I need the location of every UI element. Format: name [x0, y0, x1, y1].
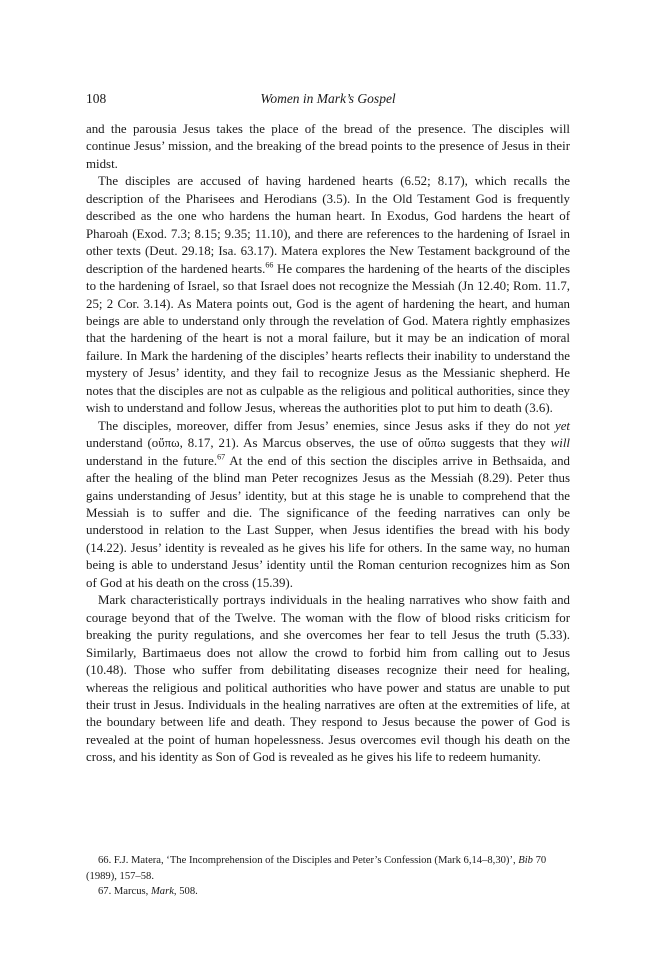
- text-run: At the end of this section the disciples arrive in Bethsaida, and after the healing of the blind man Peter recognizes Jesus as the Messiah (8.29). Peter thus gains understanding of Jesus’ identity, but at this stage he is unable to comprehend that the Messiah is to suffer and die. The significance of the feeding narratives can only be understood in relation to the Last Supper, when Jesus identifies the bread with his body (14.22). Jesus’ identity is revealed as he gives his life for others. In the same way, no human being is able to understand Jesus’ identity until the Roman centurion recognizes him as Son of God at his death on the cross (15.39).: [86, 453, 570, 590]
- paragraph-1: [86, 121, 570, 173]
- footnote-ref: 67: [217, 452, 226, 462]
- paragraph-4: [86, 592, 570, 767]
- text-run: , 508.: [173, 886, 198, 897]
- text-run: understand in the future.: [86, 453, 218, 468]
- text-run: Bib: [518, 855, 533, 866]
- text-run: understand (οὔπω, 8.17, 21). As Marcus observes, the use of οὔπω suggests that they: [86, 436, 551, 451]
- text-run: The disciples, moreover, differ from Jesus’ enemies, since Jesus asks if they do not: [98, 418, 555, 433]
- text-run: will: [550, 436, 570, 451]
- text-run: 66. F.J. Matera, ‘The Incomprehension of the Disciples and Peter’s Confession (Mark 6,14–8,30)’,: [98, 855, 519, 866]
- footnotes: [86, 853, 570, 900]
- text-run: 70 (1989), 157–58.: [86, 855, 547, 882]
- page-number: 108: [86, 91, 107, 106]
- paragraph-2: [86, 173, 570, 417]
- text-run: Mark: [150, 886, 174, 897]
- text-run: yet: [554, 418, 570, 433]
- footnote-67: [86, 884, 570, 900]
- running-header: [86, 91, 570, 111]
- body-text: [86, 121, 570, 767]
- footnote-66: [86, 853, 570, 884]
- text-run: He compares the hardening of the hearts of the disciples to the hardening of Israel, so that Israel does not recognize the Messiah (Jn 12.40; Rom. 11.7, 25; 2 Cor. 3.14). As Matera points out, God is the agent of hardening the heart, and human beings are able to understand only through the revelation of God. Matera rightly emphasizes that the hardening of the heart is not a moral failure, but it may be an indication of moral failure. In Mark the hardening of the disciples’ hearts reflects their inability to understand the mystery of Jesus’ identity, and they fail to recognize Jesus as the Messianic shepherd. He notes that the disciples are not as culpable as the religious and political authorities, since they wish to understand and follow Jesus, whereas the authorities plot to put him to death (3.6).: [86, 261, 570, 416]
- text-run: and the parousia Jesus takes the place of the bread of the presence. The disciples will continue Jesus’ mission, and the breaking of the bread points to the presence of Jesus in their midst.: [86, 122, 570, 171]
- text-run: 67. Marcus,: [98, 886, 151, 897]
- text-run: Mark characteristically portrays individuals in the healing narratives who show faith and courage beyond that of the Twelve. The woman with the flow of blood risks criticism for breaking the purity regulations, and she overcomes her fear to tell Jesus the truth (5.33). Similarly, Bartimaeus does not allow the crowd to forbid him from calling out to Jesus (10.48). Those who suffer from debilitating diseases recognize their need for healing, whereas the religious and political authorities who have power and status are unable to put their trust in Jesus. Individuals in the healing narratives are often at the extremities of life, at the boundary between life and death. They respond to Jesus because the power of God is revealed at the point of human hopelessness. Jesus overcomes evil though his death on the cross, and his identity as Son of God is revealed as he gives his life to redeem humanity.: [86, 593, 570, 765]
- paragraph-3: [86, 418, 570, 593]
- footnote-ref: 66: [265, 260, 274, 270]
- running-title: Women in Mark’s Gospel: [260, 91, 396, 106]
- text-run: The disciples are accused of having hardened hearts (6.52; 8.17), which recalls the description of the Pharisees and Herodians (3.5). In the Old Testament God is frequently described as the one who hardens the human heart. In Exodus, God hardens the heart of Pharoah (Exod. 7.3; 8.15; 9.35; 11.10), and there are references to the hardening of Israel in other texts (Deut. 29.18; Isa. 63.17). Matera explores the New Testament background of the description of the hardened hearts.: [86, 174, 570, 276]
